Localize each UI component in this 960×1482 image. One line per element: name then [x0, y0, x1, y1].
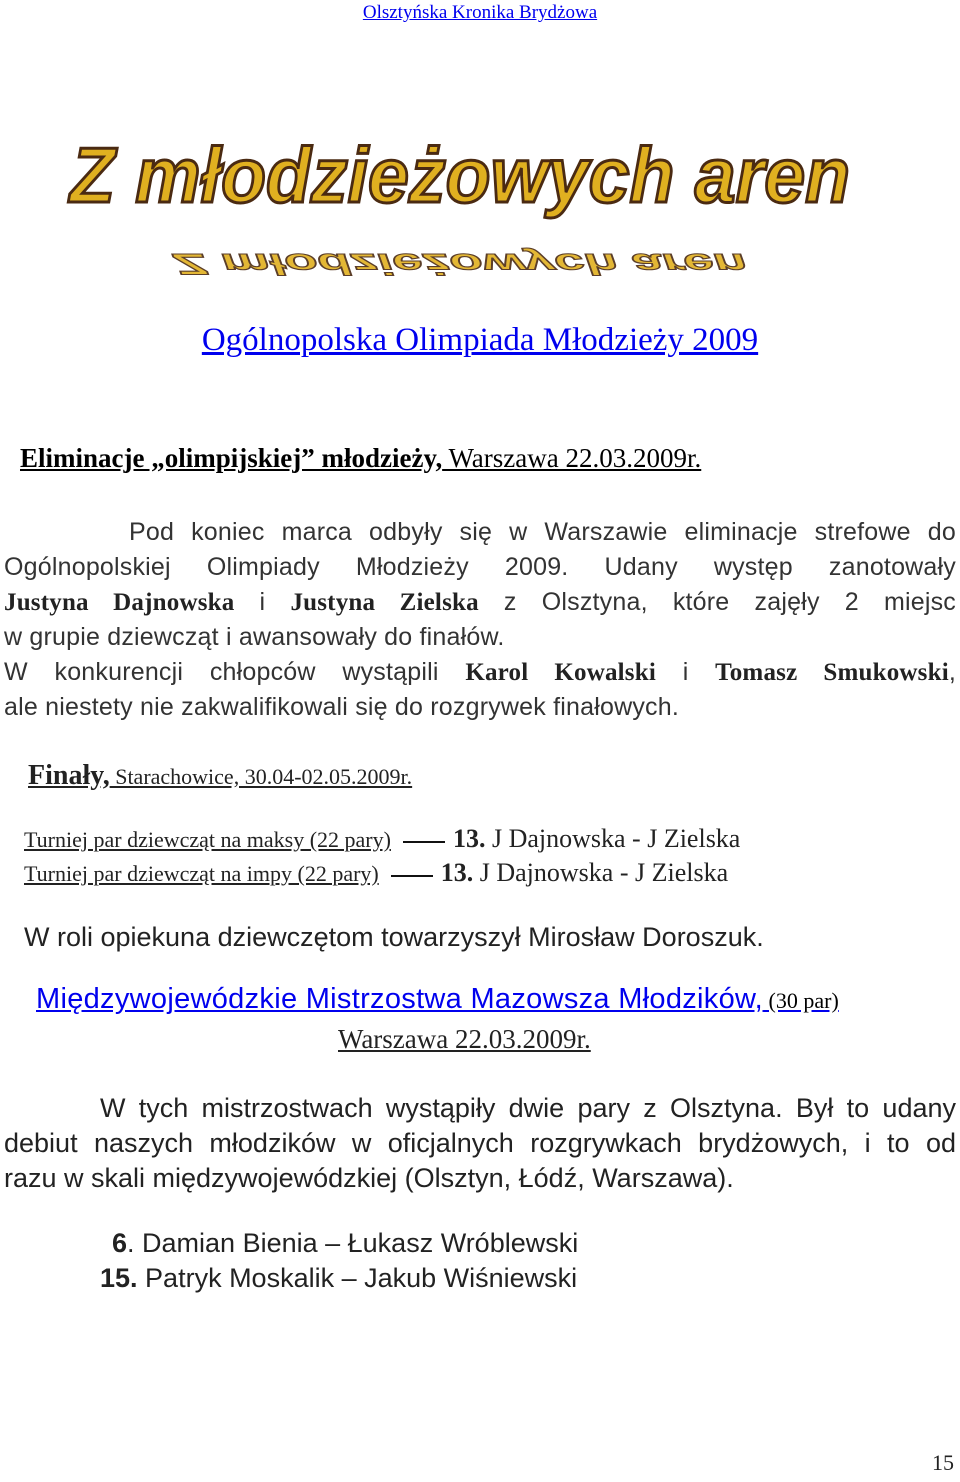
paragraph-line: Pod koniec marca odbyły się w Warszawie eliminacje strefowe do — [129, 518, 956, 546]
logo-reflection-text: Z młodzieżowych aren — [173, 247, 747, 280]
result-pair: . Damian Bienia – Łukasz Wróblewski — [127, 1228, 579, 1258]
tournament-label: Turniej par dziewcząt na maksy (22 pary) — [24, 827, 391, 852]
finals-location-date: Starachowice, 30.04-02.05.2009r. — [109, 764, 413, 789]
finals-label: Finały, — [28, 760, 110, 791]
paragraph-line: razu w skali międzywojewódzkiej (Olsztyn, Łódź, Warszawa). — [4, 1163, 734, 1193]
eliminations-heading-rest: Warszawa 22.03.2009r. — [442, 443, 702, 473]
eliminations-heading — [20, 443, 701, 474]
section-logo-wordart — [55, 131, 865, 280]
result-place: 15. — [100, 1263, 138, 1293]
coach-note: W roli opiekuna dziewczętom towarzyszył Mirosław Doroszuk. — [24, 922, 764, 952]
paragraph-line: Justyna Dajnowska i Justyna Zielska z Olsztyna, które zajęły 2 miejsc — [4, 588, 956, 616]
championship-pairs-count: (30 par) — [763, 988, 839, 1013]
player-name: Karol Kowalski — [465, 659, 656, 686]
result-place: 13. — [440, 858, 474, 887]
championship-result-row — [100, 1263, 577, 1294]
paragraph-line: W konkurencji chłopców wystąpili Karol Kowalski i Tomasz Smukowski, — [4, 658, 956, 686]
result-pair: Patryk Moskalik – Jakub Wiśniewski — [137, 1263, 578, 1293]
championship-title-text[interactable]: Międzywojewódzkie Mistrzostwa Mazowsza Młodzików, — [36, 983, 764, 1015]
eliminations-paragraph — [4, 515, 956, 725]
paragraph-line: debiut naszych młodzików w oficjalnych rozgrywkach brydżowych, i to od — [4, 1128, 956, 1158]
result-pair: J Dajnowska - J Zielska — [485, 824, 741, 853]
eliminations-heading-bold: Eliminacje „olimpijskiej” młodzieży, — [20, 443, 443, 473]
dash-separator — [391, 875, 433, 877]
championship-result-row — [112, 1228, 578, 1259]
tournament-label: Turniej par dziewcząt na impy (22 pary) — [24, 861, 379, 886]
dash-separator — [403, 841, 445, 843]
championship-date: Warszawa 22.03.2009r. — [338, 1024, 591, 1054]
championship-paragraph — [4, 1091, 956, 1196]
paragraph-line: ale niestety nie zakwalifikowali się do rozgrywek finałowych. — [4, 693, 679, 721]
result-place: 6 — [112, 1228, 128, 1258]
mazovia-championship-title[interactable] — [36, 983, 839, 1016]
olympiad-section-title[interactable]: Ogólnopolska Olimpiada Młodzieży 2009 — [201, 322, 759, 358]
paragraph-line: W tych mistrzostwach wystąpiły dwie pary z Olsztyna. Był to udany — [100, 1093, 956, 1123]
player-name: Justyna Dajnowska — [4, 589, 235, 616]
tournament-result-row — [24, 824, 740, 854]
player-name: Tomasz Smukowski — [715, 659, 949, 686]
tournament-result-row — [24, 858, 728, 888]
player-name: Justyna Zielska — [290, 589, 479, 616]
page-number: 15 — [932, 1450, 954, 1475]
paragraph-line: Ogólnopolskiej Olimpiady Młodzieży 2009. Udany występ zanotowały — [4, 553, 956, 581]
result-pair: J Dajnowska - J Zielska — [473, 858, 729, 887]
paragraph-line: w grupie dziewcząt i awansowały do finałów. — [4, 623, 505, 651]
page-header-title[interactable]: Olsztyńska Kronika Brydżowa — [362, 2, 598, 23]
logo-main-text: Z młodzieżowych aren — [68, 131, 850, 219]
result-place: 13. — [452, 824, 486, 853]
finals-heading — [28, 760, 412, 792]
